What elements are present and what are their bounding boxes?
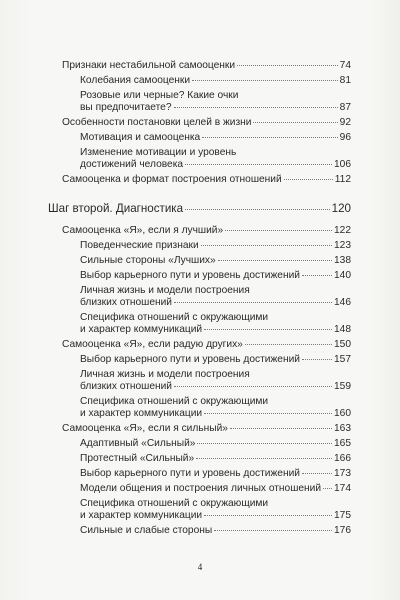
toc-entry: вы предпочитаете? 87 [80, 102, 351, 113]
section-heading: Шаг второй. Диагностика 120 [48, 202, 351, 215]
toc-entry: Самооценка «Я», если я лучший» 122 [62, 225, 351, 236]
toc-entry: достижений человека 106 [80, 159, 351, 170]
toc-entry: Специфика отношений с окружающими [80, 498, 269, 509]
toc-entry: близких отношений 159 [80, 381, 351, 392]
toc-entry: Адаптивный «Сильный» 165 [80, 438, 351, 449]
toc-entry: Поведенческие признаки 123 [80, 240, 351, 251]
toc-entry: Сильные и слабые стороны 176 [80, 525, 351, 536]
toc-entry: Особенности постановки целей в жизни 92 [62, 117, 351, 128]
toc-entry: Выбор карьерного пути и уровень достижений 140 [80, 270, 351, 281]
page-number: 4 [197, 562, 203, 572]
toc-entry: Выбор карьерного пути и уровень достижений 157 [80, 354, 351, 365]
toc-entry: Самооценка «Я», если радую других» 150 [62, 339, 351, 350]
toc-entry: близких отношений 146 [80, 297, 351, 308]
toc-entry: Личная жизнь и модели построения [80, 285, 250, 296]
toc-entry: Розовые или черные? Какие очки [80, 90, 239, 101]
toc-entry: Выбор карьерного пути и уровень достижений 173 [80, 468, 351, 479]
toc-entry: Признаки нестабильной самооценки 74 [62, 60, 351, 71]
toc-entry: Специфика отношений с окружающими [80, 396, 269, 407]
toc-entry: Самооценка «Я», если я сильный» 163 [62, 423, 351, 434]
toc-entry: Специфика отношений с окружающими [80, 312, 269, 323]
toc-entry: Личная жизнь и модели построения [80, 369, 250, 380]
toc-entry: Протестный «Сильный» 166 [80, 453, 351, 464]
toc-entry: и характер коммуникации 175 [80, 510, 351, 521]
toc-entry: и характер коммуникации 160 [80, 408, 351, 419]
toc-entry: и характер коммуникаций 148 [80, 324, 351, 335]
toc-entry: Мотивация и самооценка 96 [80, 132, 351, 143]
toc-entry: Колебания самооценки 81 [80, 75, 351, 86]
toc-entry: Самооценка и формат построения отношений 112 [62, 174, 351, 185]
toc-entry: Сильные стороны «Лучших» 138 [80, 255, 351, 266]
toc-entry: Модели общения и построения личных отношений 174 [80, 483, 351, 494]
toc-entry: Изменение мотивации и уровень [80, 147, 237, 158]
